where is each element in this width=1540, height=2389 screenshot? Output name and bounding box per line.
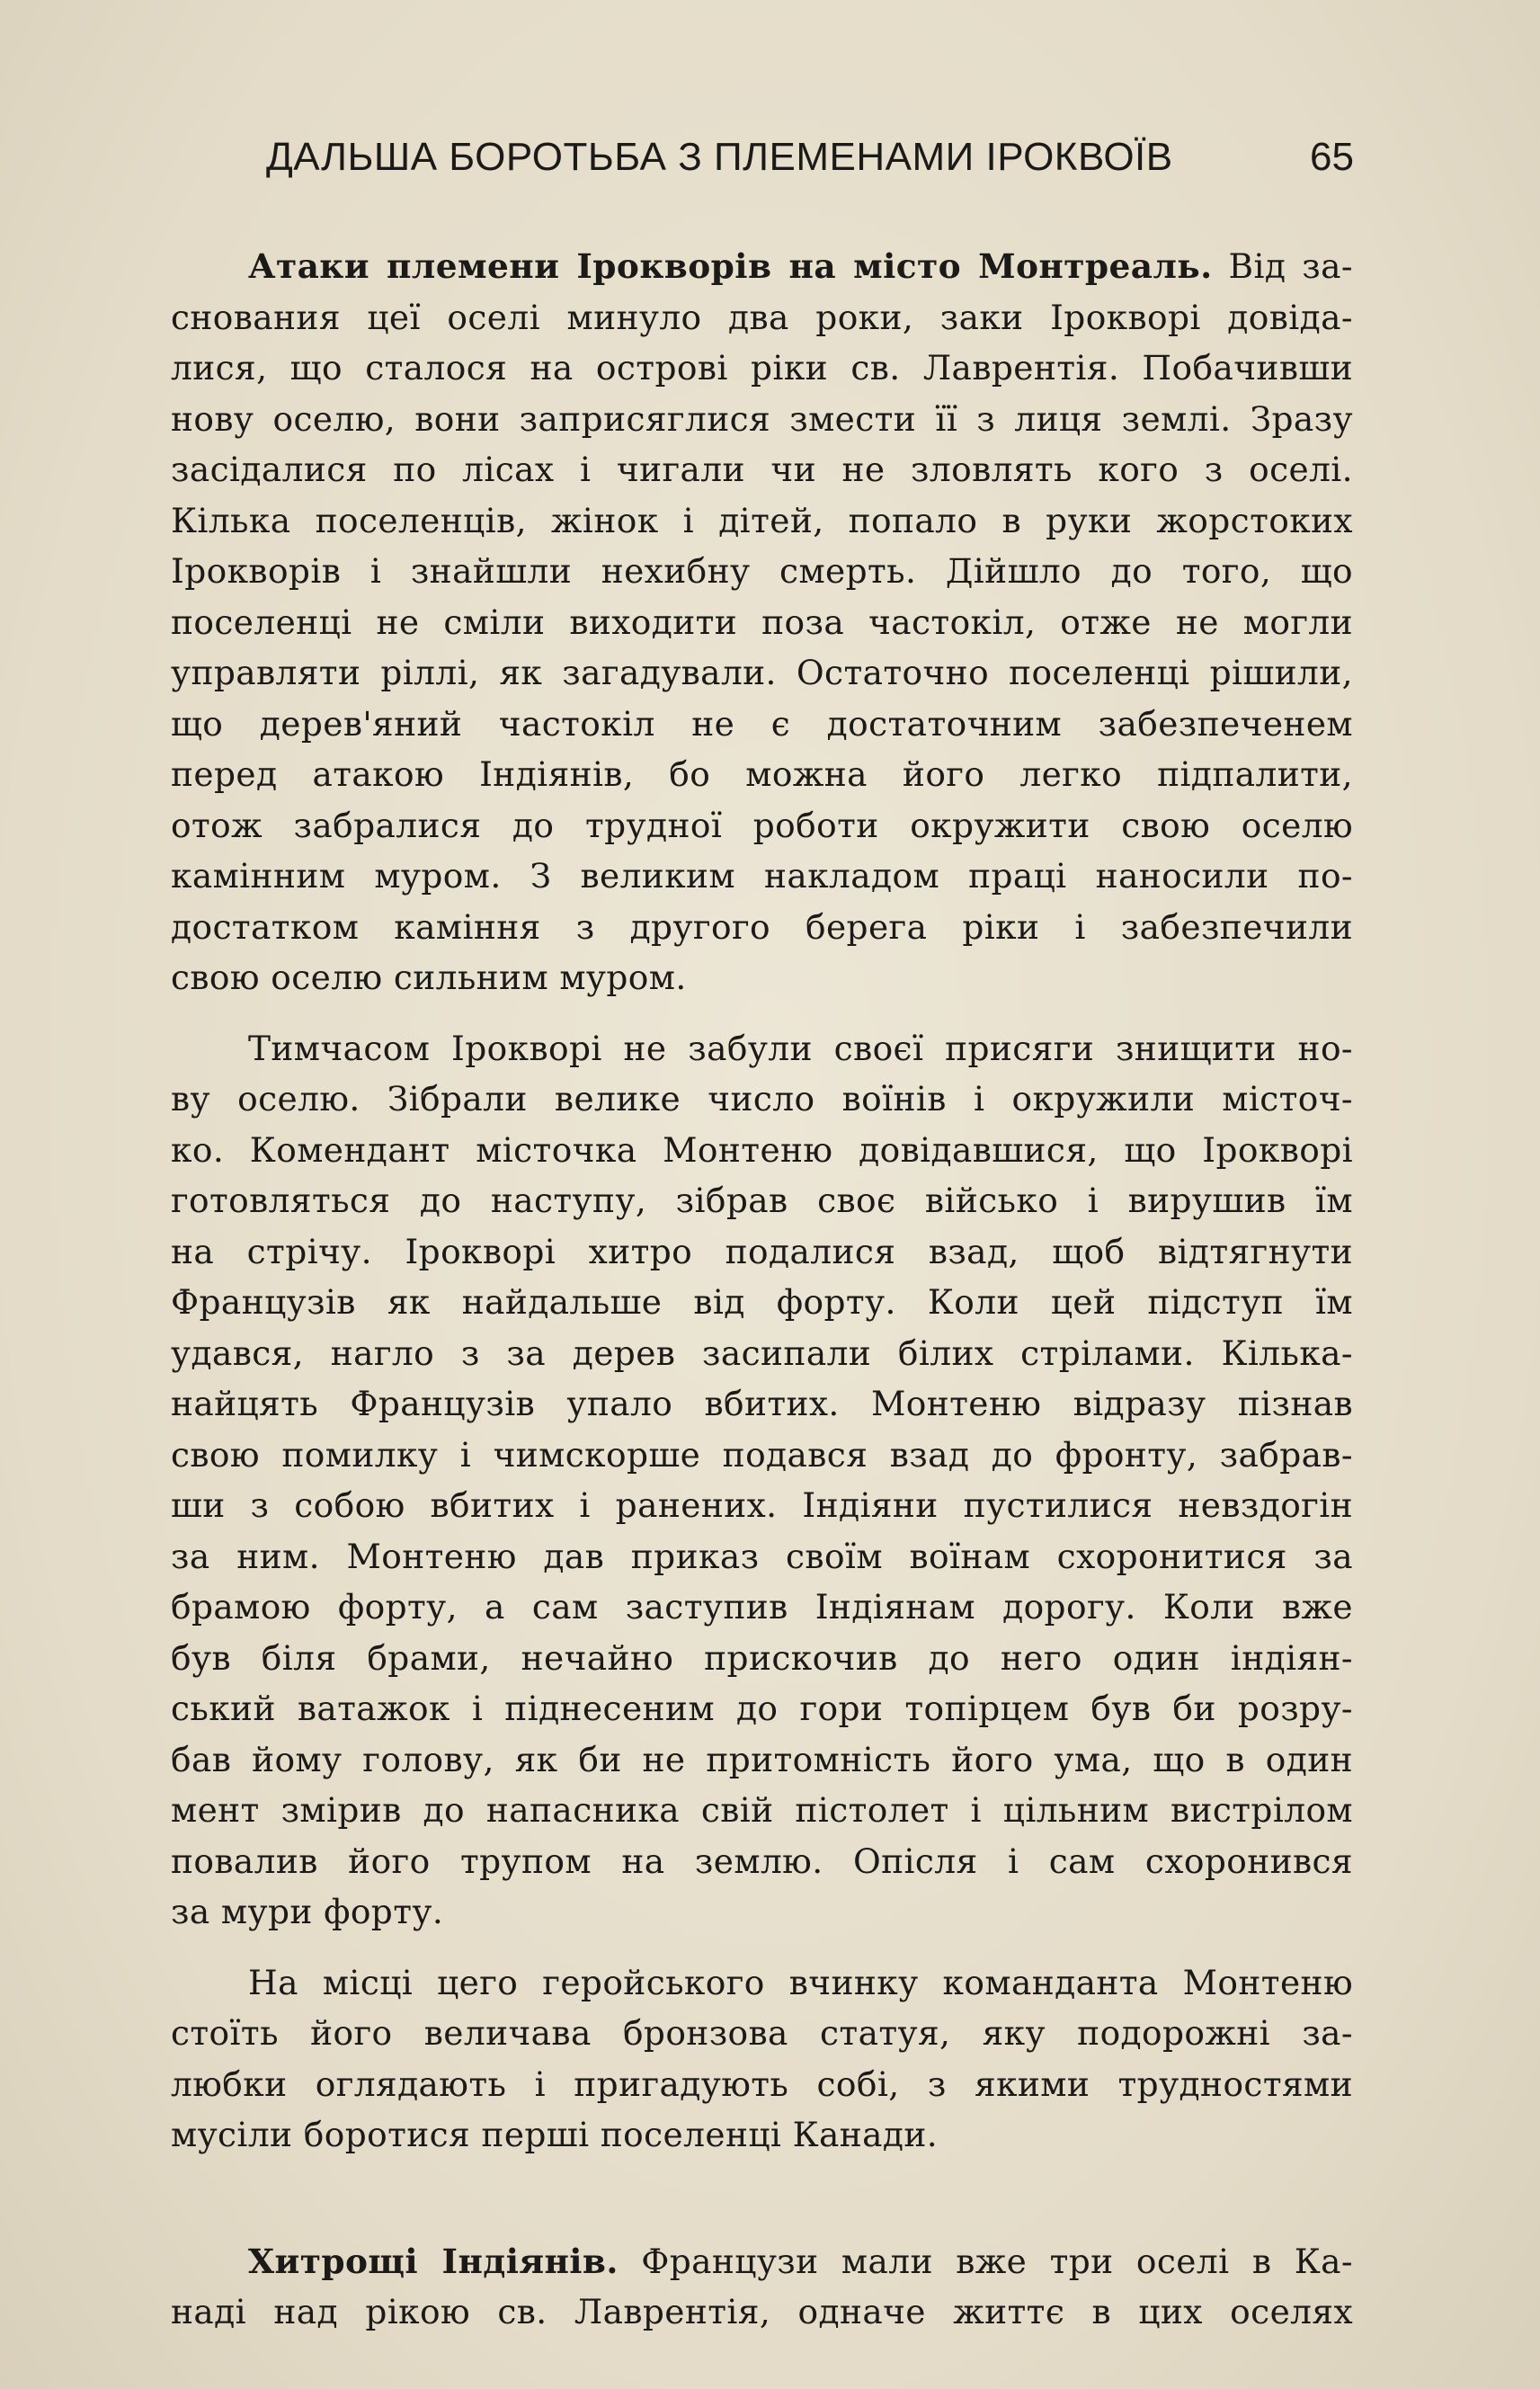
text-line: любки оглядають і пригадують собі, з якими трудностями — [171, 2064, 1353, 2104]
paragraph — [171, 1957, 1353, 2161]
text-line: камінним муром. З великим накладом праці наносили по- — [171, 856, 1353, 896]
page-number: 65 — [1310, 135, 1354, 179]
running-title: ДАЛЬША БОРОТЬБА З ПЛЕМЕНАМИ ІРОКВОЇВ — [266, 135, 1173, 179]
text-line: що дерев'яний частокіл не є достаточним забезпеченем — [171, 703, 1353, 744]
text-line: нову оселю, вони заприсяглися змести її з лиця землі. Зразу — [171, 398, 1353, 439]
text-line: засідалися по лісах і чигали чи не зловлять кого з оселі. — [171, 450, 1353, 489]
text-line: за ним. Монтеню дав приказ своїм воїнам схоронитися за — [171, 1536, 1353, 1576]
text-line: стоїть його величава бронзова статуя, яку подорожні за- — [171, 2013, 1353, 2053]
text-line: снования цеї оселі минуло два роки, заки Ірокворі довіда- — [171, 297, 1353, 337]
text-line: ський ватажок і піднесеним до гори топірцем був би розру- — [171, 1689, 1353, 1728]
body-text — [171, 241, 1353, 2358]
text-line: ко. Комендант місточка Монтеню довідавшися, що Ірокворі — [171, 1129, 1353, 1170]
text-line: за мури форту. — [171, 1892, 444, 1931]
page-header — [266, 135, 1354, 207]
text-line: Кілька поселенців, жінок і дітей, попало в руки жорстоких — [171, 500, 1353, 540]
text-line: управляти ріллі, як загадували. Остаточно поселенці рішили, — [171, 653, 1353, 692]
text-line: повалив його трупом на землю. Опісля і сам схоронився — [171, 1841, 1353, 1881]
text-line: Тимчасом Ірокворі не забули своєї присяги знищити но- — [248, 1028, 1353, 1068]
text-line: був біля брами, нечайно прискочив до него один індіян- — [171, 1637, 1353, 1678]
text-line: удався, нагло з за дерев засипали білих стрілами. Кілька- — [171, 1333, 1353, 1373]
text-line: брамою форту, а сам заступив Індіянам дорогу. Коли вже — [171, 1587, 1353, 1627]
paragraph — [171, 1023, 1353, 1938]
text-line: Ірокворів і знайшли нехибну смерть. Дійшло до того, що — [171, 551, 1353, 591]
text-line: свою помилку і чимскорше подався взад до фронту, забрав- — [171, 1434, 1353, 1475]
text-line: Атаки племени Ірокворів на місто Монтреаль. Від за- — [248, 246, 1353, 286]
text-line: бав йому голову, як би не притомність його ума, що в один — [171, 1739, 1353, 1779]
text-line: мент змірив до напасника свій пістолет і цільним вистрілом — [171, 1790, 1353, 1830]
text-line: поселенці не сміли виходити поза частокіл, отже не могли — [171, 602, 1353, 642]
text-line: Французів як найдальше від форту. Коли цей підступ їм — [171, 1282, 1353, 1322]
text-line: лися, що сталося на острові ріки св. Лаврентія. Побачивши — [171, 348, 1353, 388]
text-line: на стрічу. Ірокворі хитро подалися взад, щоб відтягнути — [171, 1231, 1353, 1271]
text-line: свою оселю сильним муром. — [171, 958, 687, 997]
text-line: перед атакою Індіянів, бо можна його легко підпалити, — [171, 754, 1353, 794]
text-line: найцять Французів упало вбитих. Монтеню відразу пізнав — [171, 1384, 1353, 1423]
text-line: готовляться до наступу, зібрав своє військо і вирушив їм — [171, 1181, 1353, 1220]
text-line: достатком каміння з другого берега ріки і забезпечили — [171, 906, 1353, 947]
paragraph — [171, 2236, 1353, 2338]
section-gap — [171, 2180, 1353, 2236]
text-line: отож забралися до трудної роботи окружити свою оселю — [171, 805, 1353, 845]
section-heading: Хитрощі Індіянів. — [248, 2241, 619, 2281]
text-line: мусіли боротися перші поселенці Канади. — [171, 2115, 939, 2154]
paragraph — [171, 241, 1353, 1003]
section-heading: Атаки племени Ірокворів на місто Монтреаль. — [248, 246, 1213, 286]
text-line: ву оселю. Зібрали велике число воїнів і окружили місточ- — [171, 1079, 1353, 1119]
text-line: Хитрощі Індіянів. Французи мали вже три оселі в Ка- — [248, 2241, 1353, 2281]
text-line: ши з собою вбитих і ранених. Індіяни пустилися невздогін — [171, 1485, 1353, 1525]
text-line: наді над рікою св. Лаврентія, одначе життє в цих оселях — [171, 2292, 1353, 2331]
text-line: На місці цего геройського вчинку команданта Монтеню — [248, 1962, 1353, 2002]
